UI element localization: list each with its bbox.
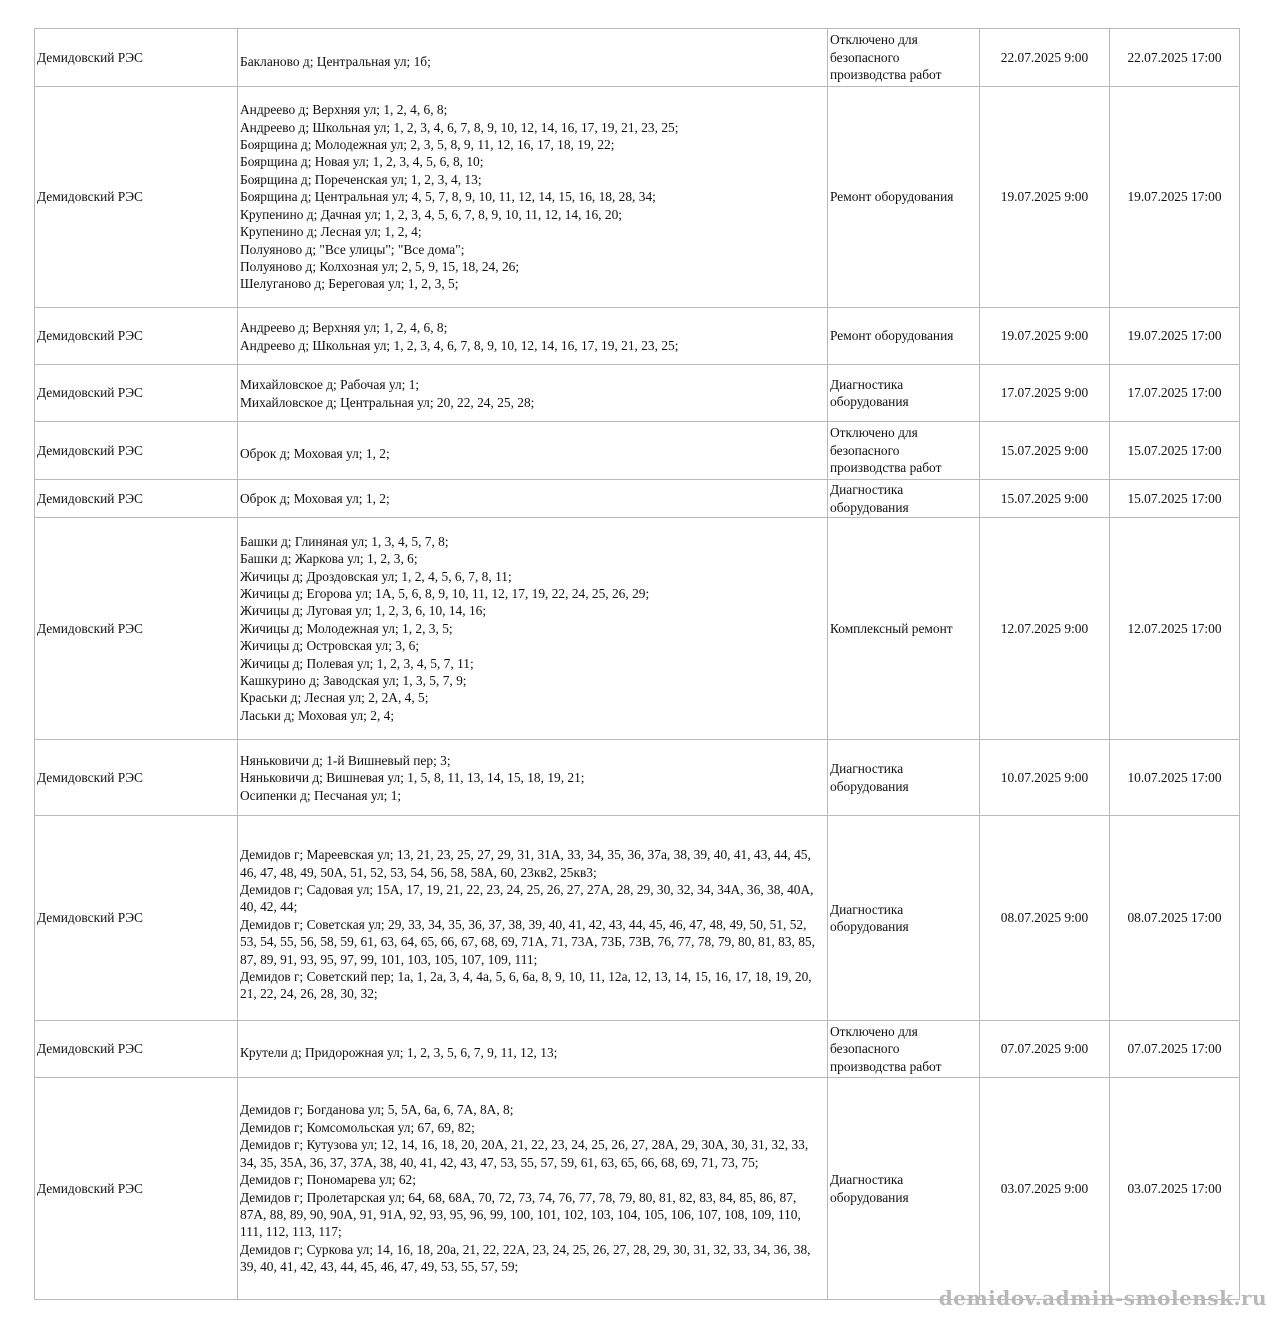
outage-table (34, 28, 1240, 1300)
reason-cell: Диагностика оборудования (828, 740, 980, 816)
address-cell: Башки д; Глиняная ул; 1, 3, 4, 5, 7, 8; Башки д; Жаркова ул; 1, 2, 3, 6; Жичицы д; Дроздовская ул; 1, 2, 4, 5, 6, 7, 8, 11; Жичицы д; Егорова ул; 1А, 5, 6, 8, 9, 10, 11, 12, 17, 19, 22, 24, 25, 26, 29; Жичицы д; Луговая ул; 1, 2, 3, 6, 10, 14, 16; Жичицы д; Молодежная ул; 1, 2, 3, 5; Жичицы д; Островская ул; 3, 6; Жичицы д; Полевая ул; 1, 2, 3, 4, 5, 7, 11; Кашкурино д; Заводская ул; 1, 3, 5, 7, 9; Краськи д; Лесная ул; 2, 2А, 4, 5; Ласьки д; Моховая ул; 2, 4; (238, 518, 828, 740)
address-cell: Михайловское д; Рабочая ул; 1; Михайловское д; Центральная ул; 20, 22, 24, 25, 28; (238, 365, 828, 422)
address-cell: Андреево д; Верхняя ул; 1, 2, 4, 6, 8; Андреево д; Школьная ул; 1, 2, 3, 4, 6, 7, 8, 9, 10, 12, 14, 16, 17, 19, 21, 23, 25; Боярщина д; Молодежная ул; 2, 3, 5, 8, 9, 11, 12, 16, 17, 18, 19, 22; Боярщина д; Новая ул; 1, 2, 3, 4, 5, 6, 8, 10; Боярщина д; Пореченская ул; 1, 2, 3, 4, 13; Боярщина д; Центральная ул; 4, 5, 7, 8, 9, 10, 11, 12, 14, 15, 16, 18, 28, 34; Крупенино д; Дачная ул; 1, 2, 3, 4, 5, 6, 7, 8, 9, 10, 11, 12, 14, 16, 20; Крупенино д; Лесная ул; 1, 2, 4; Полуяново д; "Все улицы"; "Все дома"; Полуяново д; Колхозная ул; 2, 5, 9, 15, 18, 24, 26; Шелуганово д; Береговая ул; 1, 2, 3, 5; (238, 87, 828, 308)
address-cell: Оброк д; Моховая ул; 1, 2; (238, 480, 828, 518)
table-row (35, 365, 1240, 422)
address-cell: Няньковичи д; 1-й Вишневый пер; 3; Няньковичи д; Вишневая ул; 1, 5, 8, 11, 13, 14, 15, 18, 19, 21; Осипенки д; Песчаная ул; 1; (238, 740, 828, 816)
end-time-cell: 12.07.2025 17:00 (1110, 518, 1240, 740)
address-cell: Бакланово д; Центральная ул; 1б; (238, 29, 828, 87)
address-cell: Демидов г; Мареевская ул; 13, 21, 23, 25, 27, 29, 31, 31А, 33, 34, 35, 36, 37а, 38, 39, 40, 41, 43, 44, 45, 46, 47, 48, 49, 50А, 51, 52, 53, 54, 56, 58, 58А, 60, 23кв2, 25кв3; Демидов г; Садовая ул; 15А, 17, 19, 21, 22, 23, 24, 25, 26, 27, 27А, 28, 29, 30, 32, 34, 34А, 36, 38, 40А, 40, 42, 44; Демидов г; Советская ул; 29, 33, 34, 35, 36, 37, 38, 39, 40, 41, 42, 43, 44, 45, 46, 47, 48, 49, 50, 51, 52, 53, 54, 55, 56, 58, 59, 61, 63, 64, 65, 66, 67, 68, 69, 71А, 71, 73А, 73Б, 73В, 76, 77, 78, 79, 80, 81, 83, 85, 87, 89, 91, 93, 95, 97, 99, 101, 103, 105, 107, 109, 111; Демидов г; Советский пер; 1а, 1, 2а, 3, 4, 4а, 5, 6, 6а, 8, 9, 10, 11, 12а, 12, 13, 14, 15, 16, 17, 18, 19, 20, 21, 22, 24, 26, 28, 30, 32; (238, 816, 828, 1021)
res-cell: Демидовский РЭС (35, 480, 238, 518)
end-time-cell: 22.07.2025 17:00 (1110, 29, 1240, 87)
table-row (35, 1021, 1240, 1078)
res-cell: Демидовский РЭС (35, 816, 238, 1021)
reason-cell: Ремонт оборудования (828, 87, 980, 308)
start-time-cell: 19.07.2025 9:00 (980, 87, 1110, 308)
reason-cell: Отключено для безопасного производства работ (828, 1021, 980, 1078)
reason-cell: Ремонт оборудования (828, 308, 980, 365)
reason-cell: Отключено для безопасного производства работ (828, 422, 980, 480)
end-time-cell: 03.07.2025 17:00 (1110, 1078, 1240, 1300)
table-row (35, 740, 1240, 816)
res-cell: Демидовский РЭС (35, 1021, 238, 1078)
address-cell: Андреево д; Верхняя ул; 1, 2, 4, 6, 8; Андреево д; Школьная ул; 1, 2, 3, 4, 6, 7, 8, 9, 10, 12, 14, 16, 17, 19, 21, 23, 25; (238, 308, 828, 365)
table-row (35, 308, 1240, 365)
start-time-cell: 08.07.2025 9:00 (980, 816, 1110, 1021)
table-row (35, 816, 1240, 1021)
start-time-cell: 22.07.2025 9:00 (980, 29, 1110, 87)
end-time-cell: 08.07.2025 17:00 (1110, 816, 1240, 1021)
reason-cell: Отключено для безопасного производства работ (828, 29, 980, 87)
res-cell: Демидовский РЭС (35, 422, 238, 480)
res-cell: Демидовский РЭС (35, 518, 238, 740)
reason-cell: Диагностика оборудования (828, 365, 980, 422)
end-time-cell: 07.07.2025 17:00 (1110, 1021, 1240, 1078)
res-cell: Демидовский РЭС (35, 740, 238, 816)
end-time-cell: 10.07.2025 17:00 (1110, 740, 1240, 816)
res-cell: Демидовский РЭС (35, 29, 238, 87)
end-time-cell: 15.07.2025 17:00 (1110, 480, 1240, 518)
reason-cell: Комплексный ремонт (828, 518, 980, 740)
reason-cell: Диагностика оборудования (828, 480, 980, 518)
table-row (35, 29, 1240, 87)
res-cell: Демидовский РЭС (35, 308, 238, 365)
end-time-cell: 19.07.2025 17:00 (1110, 87, 1240, 308)
reason-cell: Диагностика оборудования (828, 816, 980, 1021)
start-time-cell: 07.07.2025 9:00 (980, 1021, 1110, 1078)
start-time-cell: 19.07.2025 9:00 (980, 308, 1110, 365)
start-time-cell: 17.07.2025 9:00 (980, 365, 1110, 422)
start-time-cell: 10.07.2025 9:00 (980, 740, 1110, 816)
table-row (35, 87, 1240, 308)
res-cell: Демидовский РЭС (35, 1078, 238, 1300)
start-time-cell: 12.07.2025 9:00 (980, 518, 1110, 740)
start-time-cell: 15.07.2025 9:00 (980, 480, 1110, 518)
table-row (35, 480, 1240, 518)
end-time-cell: 17.07.2025 17:00 (1110, 365, 1240, 422)
table-row (35, 1078, 1240, 1300)
res-cell: Демидовский РЭС (35, 365, 238, 422)
end-time-cell: 19.07.2025 17:00 (1110, 308, 1240, 365)
watermark: demidov.admin-smolensk.ru (938, 1286, 1267, 1310)
address-cell: Оброк д; Моховая ул; 1, 2; (238, 422, 828, 480)
address-cell: Демидов г; Богданова ул; 5, 5А, 6а, 6, 7А, 8А, 8; Демидов г; Комсомольская ул; 67, 69, 82; Демидов г; Кутузова ул; 12, 14, 16, 18, 20, 20А, 21, 22, 23, 24, 25, 26, 27, 28А, 29, 30А, 30, 31, 32, 33, 34, 35, 35А, 36, 37, 37А, 38, 40, 41, 42, 43, 47, 53, 55, 57, 59, 61, 63, 65, 66, 68, 69, 71, 73, 75; Демидов г; Пономарева ул; 62; Демидов г; Пролетарская ул; 64, 68, 68А, 70, 72, 73, 74, 76, 77, 78, 79, 80, 81, 82, 83, 84, 85, 86, 87, 87А, 88, 89, 90, 90А, 91, 91А, 92, 93, 95, 96, 99, 100, 101, 102, 103, 104, 105, 106, 107, 108, 109, 110, 111, 112, 113, 117; Демидов г; Суркова ул; 14, 16, 18, 20а, 21, 22, 22А, 23, 24, 25, 26, 27, 28, 29, 30, 31, 32, 33, 34, 36, 38, 39, 40, 41, 42, 43, 44, 45, 46, 47, 49, 53, 55, 57, 59; (238, 1078, 828, 1300)
reason-cell: Диагностика оборудования (828, 1078, 980, 1300)
table-row (35, 518, 1240, 740)
start-time-cell: 15.07.2025 9:00 (980, 422, 1110, 480)
address-cell: Крутели д; Придорожная ул; 1, 2, 3, 5, 6, 7, 9, 11, 12, 13; (238, 1021, 828, 1078)
table-row (35, 422, 1240, 480)
res-cell: Демидовский РЭС (35, 87, 238, 308)
end-time-cell: 15.07.2025 17:00 (1110, 422, 1240, 480)
start-time-cell: 03.07.2025 9:00 (980, 1078, 1110, 1300)
